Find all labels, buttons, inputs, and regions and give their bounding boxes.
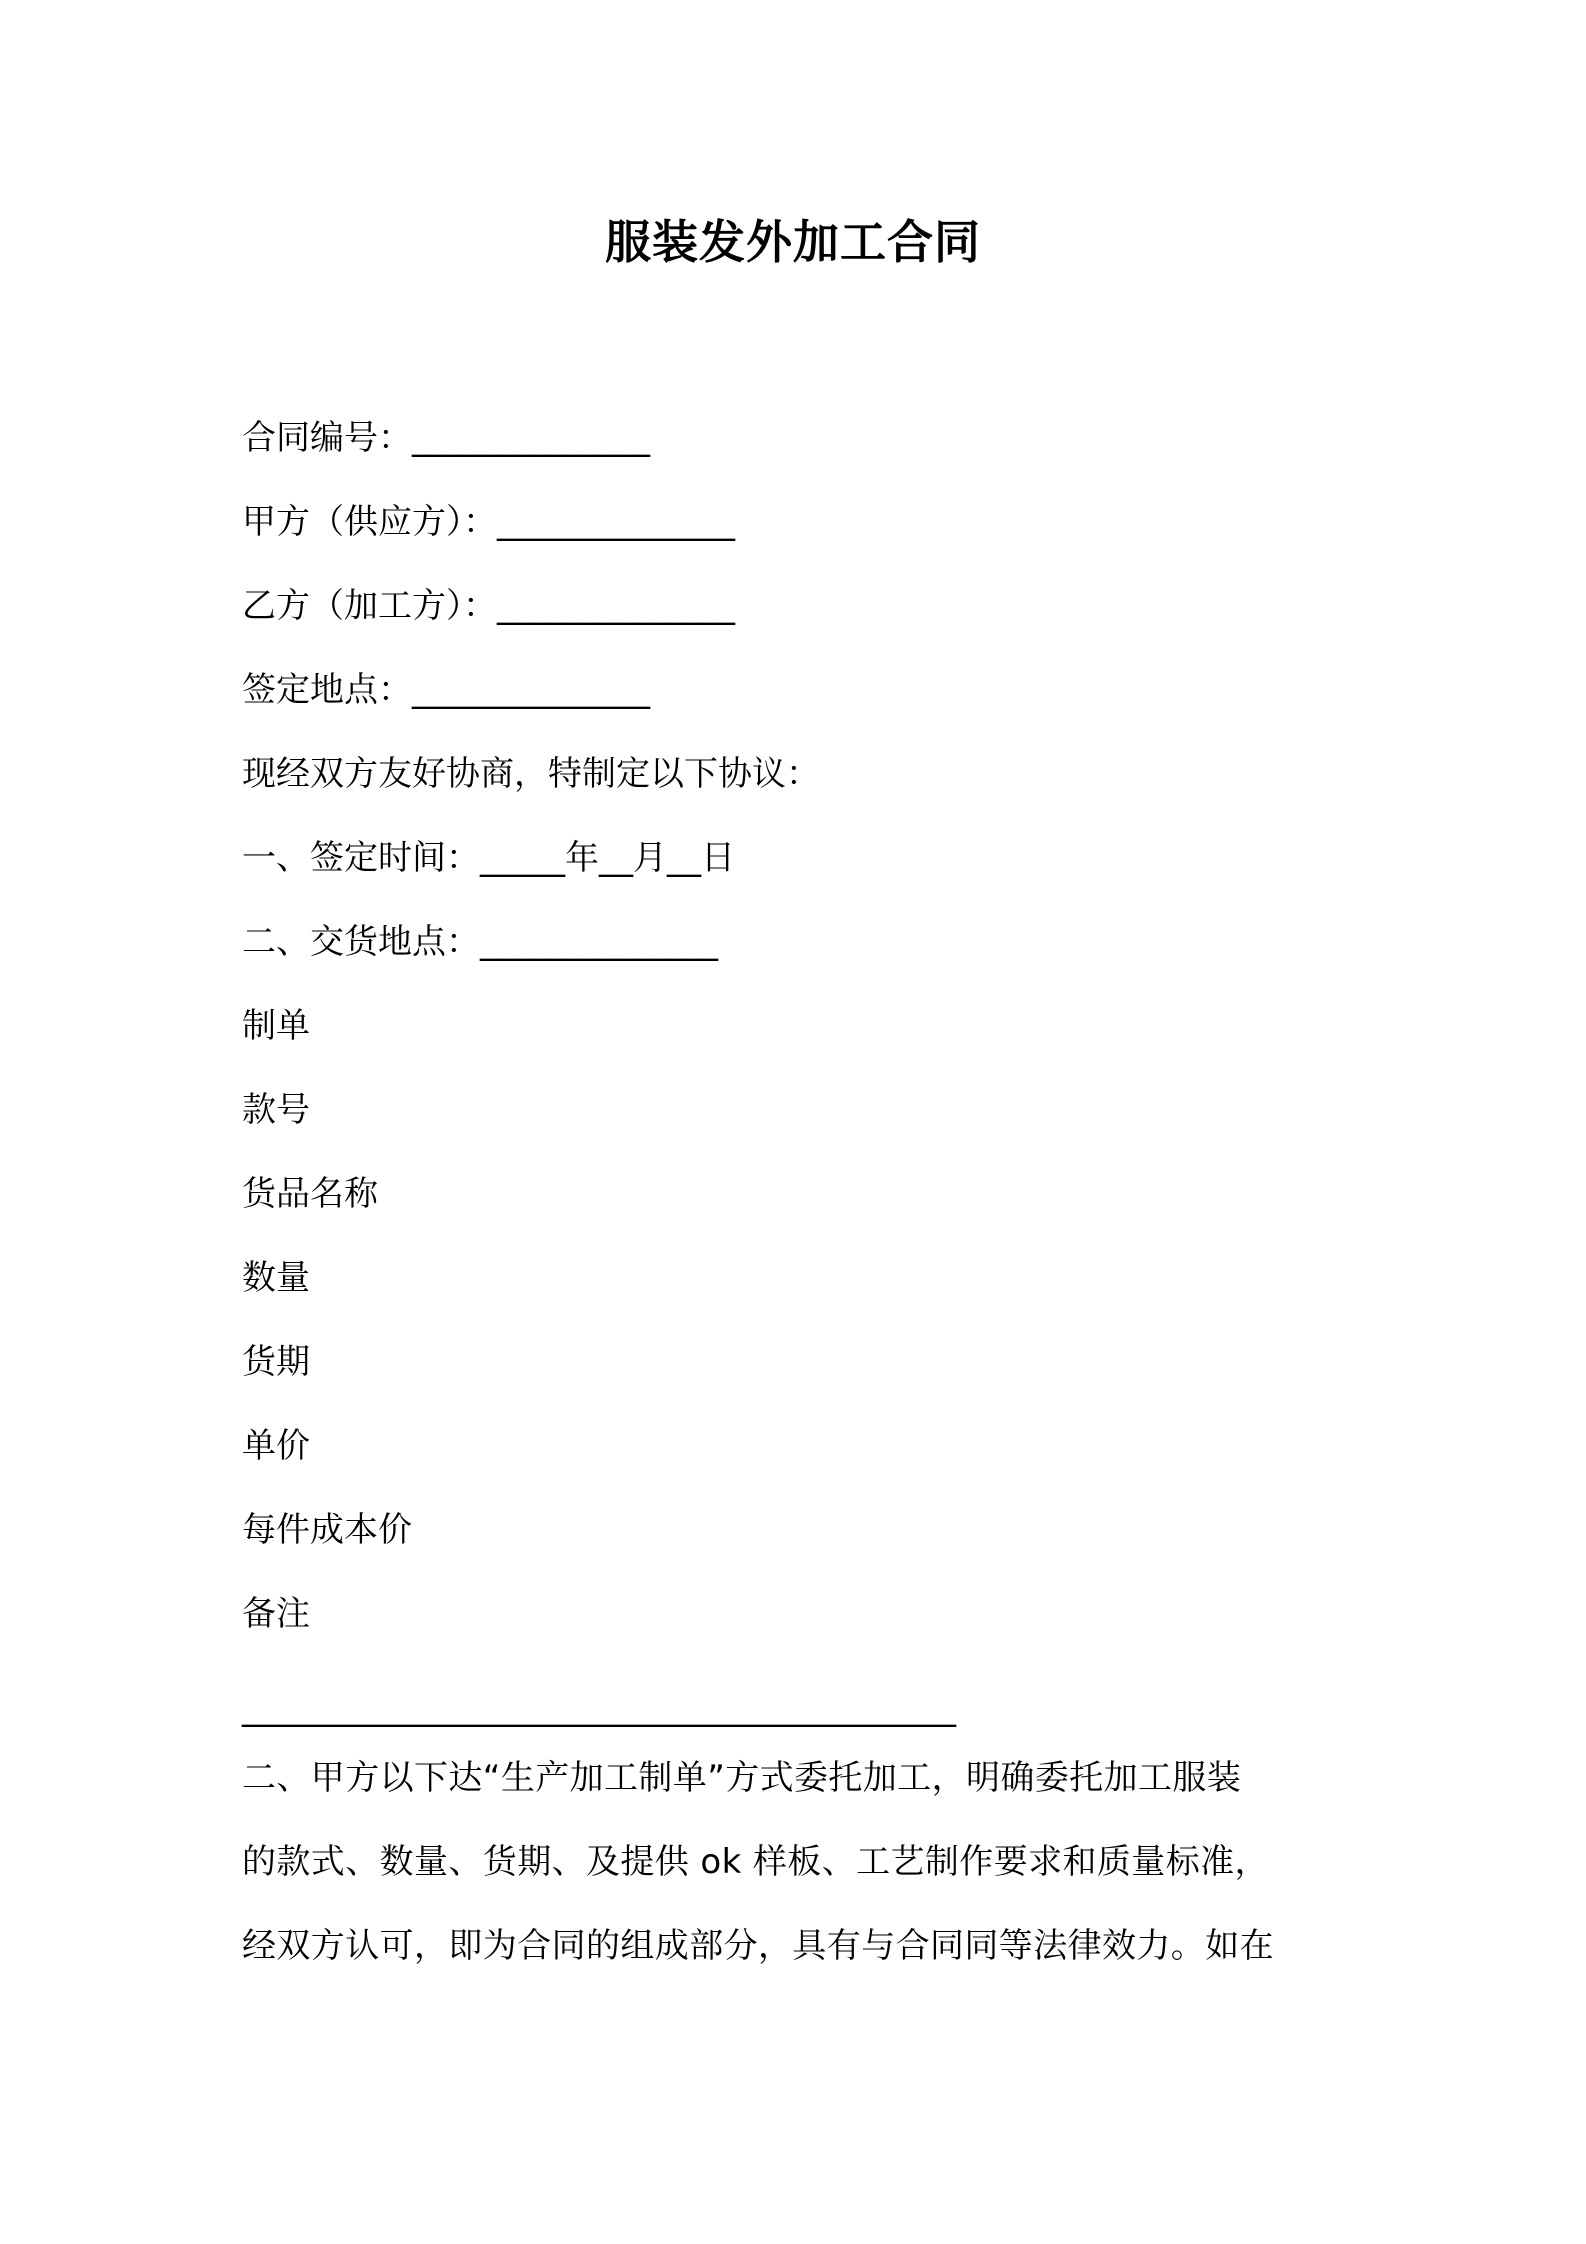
document-title: 服装发外加工合同 (605, 215, 981, 269)
order-field-label: 货期 (242, 1342, 310, 1382)
order-field-label: 备注 (242, 1594, 310, 1634)
signing-place-field: 签定地点：______________ (242, 670, 650, 710)
party-a-field: 甲方（供应方）：______________ (242, 502, 735, 542)
order-field-label: 每件成本价 (242, 1510, 412, 1550)
clause-body-paragraph (242, 1736, 1362, 1988)
order-field-label: 货品名称 (242, 1174, 378, 1214)
order-field-label: 单价 (242, 1426, 310, 1466)
clause-delivery-place: 二、交货地点：______________ (242, 922, 718, 962)
clause-signing-time: 一、签定时间：_____年__月__日 (242, 838, 735, 878)
separator-line: __________________________________________ (242, 1688, 956, 1728)
contract-number-field: 合同编号：______________ (242, 418, 650, 458)
order-field-label: 款号 (242, 1090, 310, 1130)
order-field-label: 制单 (242, 1006, 310, 1046)
party-b-field: 乙方（加工方）：______________ (242, 586, 735, 626)
paragraph-line: 二、甲方以下达“生产加工制单”方式委托加工，明确委托加工服装 (242, 1758, 1242, 1798)
intro-text: 现经双方友好协商，特制定以下协议： (242, 754, 820, 794)
paragraph-line: 的款式、数量、货期、及提供 ok 样板、工艺制作要求和质量标准， (242, 1842, 1269, 1882)
paragraph-line: 经双方认可，即为合同的组成部分，具有与合同同等法律效力。如在 (242, 1926, 1274, 1966)
order-field-label: 数量 (242, 1258, 310, 1298)
